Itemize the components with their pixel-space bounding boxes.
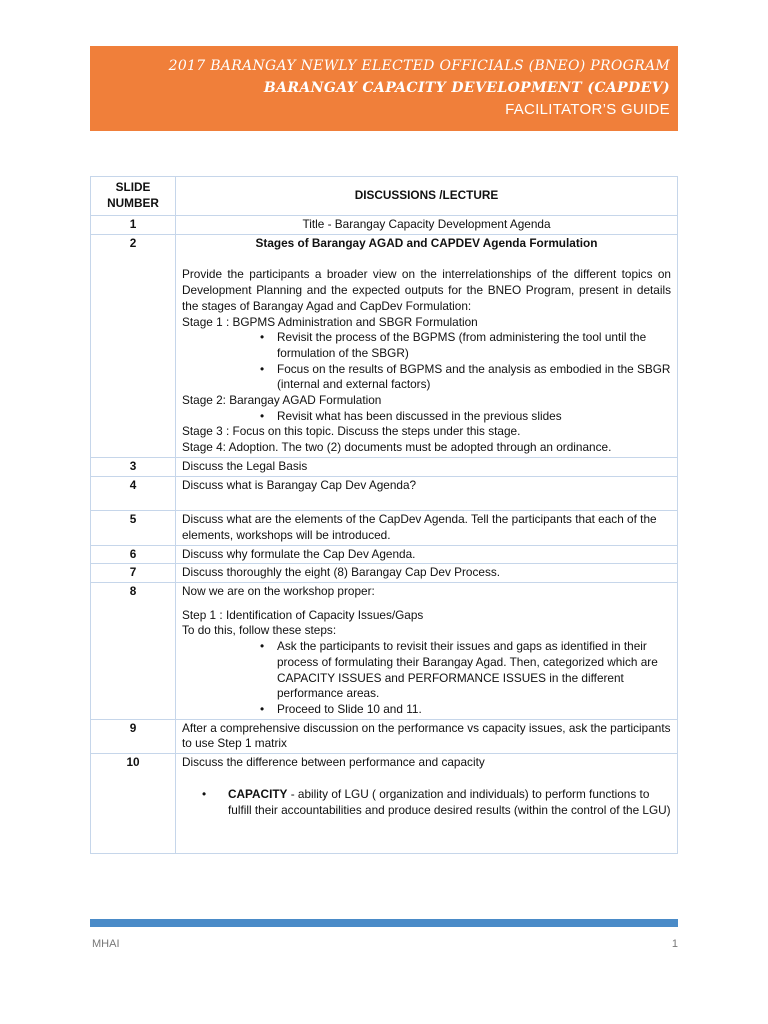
program-title: 2017 BARANGAY NEWLY ELECTED OFFICIALS (BNEO) PROGRAM [168, 58, 670, 74]
discussion-text: After a comprehensive discussion on the performance vs capacity issues, ask the participants to use Step 1 matrix [176, 719, 678, 753]
discussion-cell [176, 234, 678, 457]
workshop-intro: Now we are on the workshop proper: [182, 584, 375, 599]
slide-number: 9 [91, 719, 176, 753]
capacity-definition: - ability of LGU ( organization and individuals) to perform functions to fulfill their accountabilities and produce desired results (within the control of the LGU) [228, 786, 671, 817]
discussion-text: Discuss what is Barangay Cap Dev Agenda? [182, 477, 417, 492]
capacity-label: CAPACITY [228, 786, 288, 801]
list-item: • Proceed to Slide 10 and 11. [182, 702, 671, 718]
stages-intro: Provide the participants a broader view on the interrelationships of the different topics on Development Planning and the expected outputs for the BNEO Program, present in details the stages of Barangay Agad and CapDev Formulation: [182, 267, 671, 313]
slide-number: 8 [91, 583, 176, 720]
step-instructions: To do this, follow these steps: [182, 623, 337, 638]
list-item [182, 787, 671, 818]
slide-number: 6 [91, 545, 176, 564]
facilitator-table [90, 176, 678, 854]
discussion-cell [176, 754, 678, 854]
slide-number: 10 [91, 754, 176, 854]
discussion-header: DISCUSSIONS /LECTURE [176, 177, 678, 216]
table-row [91, 583, 678, 720]
capacity-list [182, 787, 671, 818]
capdev-title: BARANGAY CAPACITY DEVELOPMENT (CAPDEV) [263, 80, 670, 96]
footer-bar [90, 919, 678, 927]
slide-number: 7 [91, 564, 176, 583]
table-row [91, 476, 678, 511]
table-row [91, 457, 678, 476]
slide-number: 1 [91, 216, 176, 235]
footer-author: MHAI [92, 938, 120, 950]
list-item: • Ask the participants to revisit their issues and gaps as identified in their process of formulating their Barangay Agad. Then, categorized which are CAPACITY ISSUES and PERFORMANCE ISSUES in the different performance areas. [182, 639, 671, 702]
table-row [91, 234, 678, 457]
list-item: • Focus on the results of BGPMS and the analysis as embodied in the SBGR (internal and external factors) [182, 362, 671, 393]
stage-2: Stage 2: Barangay AGAD Formulation [182, 393, 382, 408]
table-row [91, 545, 678, 564]
step-1-list [182, 639, 671, 718]
list-item: • Revisit the process of the BGPMS (from administering the tool until the formulation of the SBGR) [182, 330, 671, 361]
header-banner [90, 46, 678, 131]
table-row [91, 754, 678, 854]
stage-2-list [182, 409, 671, 425]
discussion-text: Title - Barangay Capacity Development Agenda [176, 216, 678, 235]
discussion-text: Discuss thoroughly the eight (8) Barangay Cap Dev Process. [176, 564, 678, 583]
discussion-text: Discuss the Legal Basis [176, 457, 678, 476]
table-header-row [91, 177, 678, 216]
stage-3: Stage 3 : Focus on this topic. Discuss the steps under this stage. [182, 424, 521, 439]
list-item: • Revisit what has been discussed in the previous slides [182, 409, 671, 425]
discussion-text: Discuss what are the elements of the CapDev Agenda. Tell the participants that each of the elements, workshops will be introduced. [176, 511, 678, 545]
step-1-title: Step 1 : Identification of Capacity Issues/Gaps [182, 607, 424, 622]
discussion-cell [176, 476, 678, 511]
slide-number: 2 [91, 234, 176, 457]
stage-1: Stage 1 : BGPMS Administration and SBGR Formulation [182, 314, 478, 329]
slide-number-header: SLIDE NUMBER [91, 177, 176, 216]
stage-1-list [182, 330, 671, 393]
discussion-text: Discuss why formulate the Cap Dev Agenda. [176, 545, 678, 564]
guide-title: FACILITATOR’S GUIDE [505, 101, 670, 118]
table-row [91, 216, 678, 235]
slide-number: 3 [91, 457, 176, 476]
discussion-text: Discuss the difference between performance and capacity [182, 755, 485, 770]
table-row [91, 719, 678, 753]
stage-4: Stage 4: Adoption. The two (2) documents must be adopted through an ordinance. [182, 440, 612, 455]
slide-number: 5 [91, 511, 176, 545]
table-row [91, 511, 678, 545]
slide-number: 4 [91, 476, 176, 511]
discussion-cell [176, 583, 678, 720]
stages-heading: Stages of Barangay AGAD and CAPDEV Agenda Formulation [255, 235, 598, 250]
page-number: 1 [671, 938, 678, 950]
table-row [91, 564, 678, 583]
